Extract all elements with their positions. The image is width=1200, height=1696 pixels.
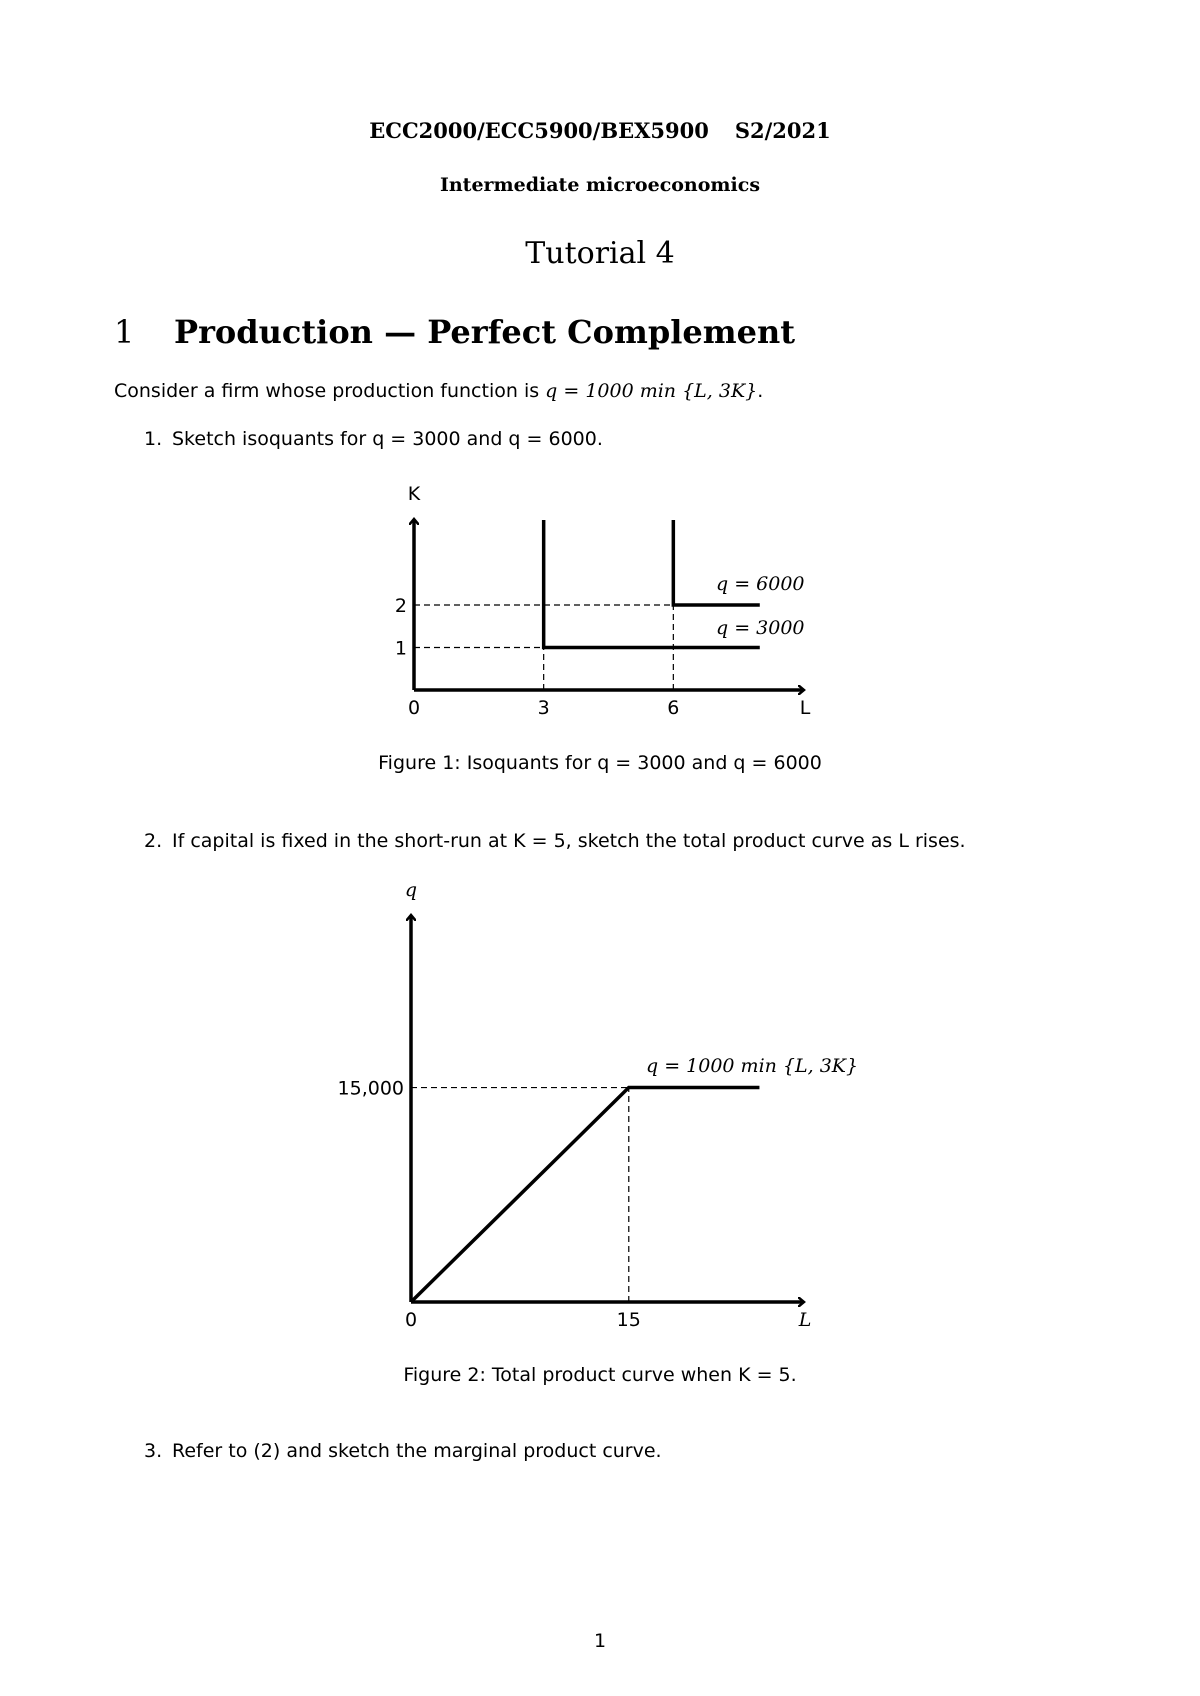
production-function: q = 1000 min {L, 3K} <box>545 380 758 402</box>
x-axis-label: L <box>799 697 811 719</box>
x-tick-label: 0 <box>404 1309 418 1331</box>
intro-text: Consider a firm whose production function is <box>114 380 546 402</box>
question-text: Refer to (2) and sketch the marginal product curve. <box>172 1440 662 1462</box>
figure-2-caption: Figure 2: Total product curve when K = 5. <box>403 1364 797 1386</box>
course-code: ECC2000/ECC5900/BEX5900 <box>369 118 709 143</box>
semester: S2/2021 <box>734 118 831 143</box>
y-axis-label: q <box>404 879 418 901</box>
y-tick-label: 15,000 <box>337 1077 404 1100</box>
question-number: 2. <box>144 830 163 852</box>
x-tick-label: 3 <box>537 697 550 719</box>
question-text: Sketch isoquants for q = 3000 and q = 6000. <box>172 428 603 450</box>
document-title: Tutorial 4 <box>525 236 675 271</box>
section-number: 1 <box>114 313 135 351</box>
y-axis-label: K <box>407 483 421 505</box>
y-tick-label: 2 <box>394 595 407 617</box>
x-tick-label: 6 <box>667 697 680 719</box>
x-tick-label: 0 <box>407 697 421 719</box>
x-tick-label: 15 <box>616 1309 641 1331</box>
question-3 <box>144 1440 662 1462</box>
question-text: If capital is fixed in the short-run at K = 5, sketch the total product curve as L rises. <box>172 830 966 852</box>
section-title: Production — Perfect Complement <box>174 313 795 351</box>
page-number: 1 <box>593 1630 607 1652</box>
figure-1-caption: Figure 1: Isoquants for q = 3000 and q = 6000 <box>378 752 822 774</box>
figure-1-isoquants <box>395 483 811 719</box>
series-label: q = 3000 <box>716 617 805 639</box>
intro-end: . <box>757 380 764 402</box>
y-tick-label: 1 <box>394 637 407 660</box>
series-label: q = 6000 <box>716 573 805 595</box>
question-number: 1. <box>144 428 163 450</box>
series-label: q = 1000 min {L, 3K} <box>646 1055 859 1077</box>
subtitle: Intermediate microeconomics <box>439 174 761 196</box>
question-2 <box>144 830 966 852</box>
series-line <box>411 1088 759 1302</box>
x-axis-label: L <box>798 1309 812 1331</box>
question-number: 3. <box>144 1440 163 1462</box>
figure-2-total-product <box>338 879 859 1331</box>
